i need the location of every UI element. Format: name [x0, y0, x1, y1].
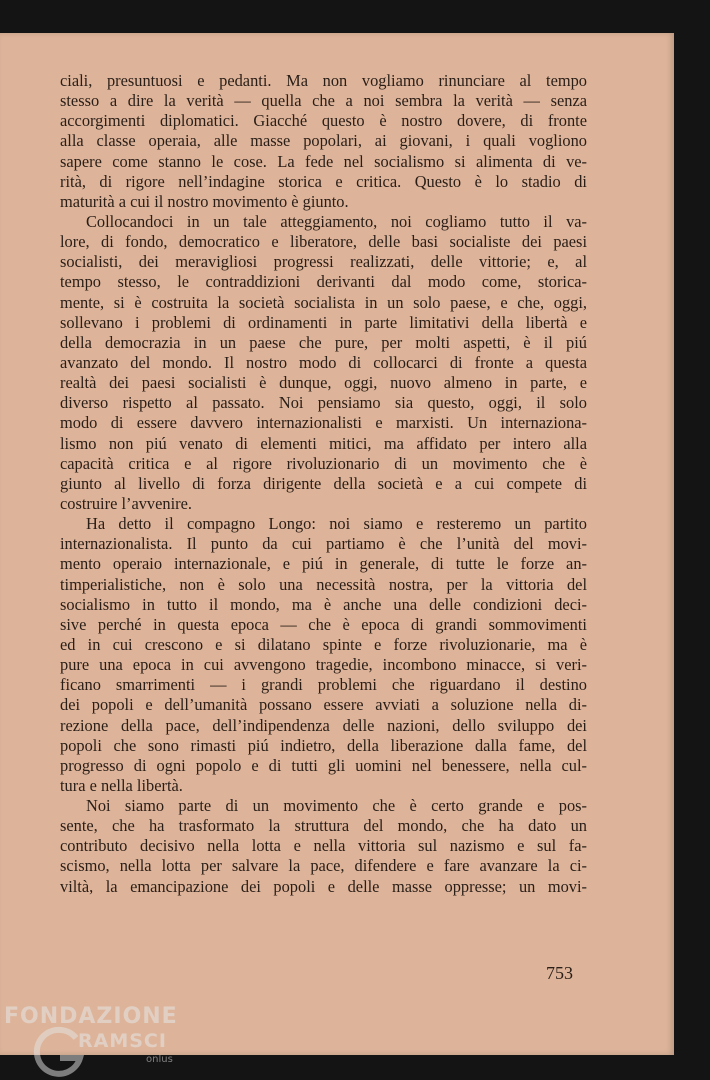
text-line: ficano smarrimenti — i grandi problemi che riguardano il destino — [60, 675, 587, 695]
text-line: sive perché in questa epoca — che è epoca di grandi sommovimenti — [60, 614, 587, 634]
watermark-onlus: onlus — [146, 1054, 173, 1065]
text-line: lore, di fondo, democratico e liberatore, delle basi socialiste dei paesi — [60, 232, 587, 252]
text-line: diverso rispetto al passato. Noi pensiamo sia questo, oggi, il solo — [60, 393, 587, 413]
text-line: popoli che sono rimasti piú indietro, della liberazione dalla fame, del — [60, 735, 587, 755]
watermark-fondazione: FONDAZIONE — [4, 1004, 178, 1029]
body-text — [60, 71, 587, 897]
text-line: tura e nella libertà. — [60, 775, 183, 795]
text-line: avanzato del mondo. Il nostro modo di collocarci di fronte a questa — [60, 352, 587, 372]
text-line: rità, di rigore nell’indagine storica e critica. Questo è lo stadio di — [60, 171, 587, 191]
text-line: sollevano i problemi di ordinamenti in parte limitativi della libertà e — [60, 312, 587, 332]
text-line: tempo stesso, le contraddizioni derivanti dal modo come, storica- — [60, 272, 587, 292]
text-line: contributo decisivo nella lotta e nella vittoria sul nazismo e sul fa- — [60, 836, 587, 856]
text-line: rezione della pace, dell’indipendenza delle nazioni, dello sviluppo dei — [60, 715, 587, 735]
text-line: costruire l’avvenire. — [60, 493, 192, 513]
text-line: internazionalista. Il punto da cui partiamo è che l’unità del movi- — [60, 534, 587, 554]
text-line: socialismo in tutto il mondo, ma è anche una delle condizioni deci- — [60, 594, 587, 614]
text-line: mente, si è costruita la società socialista in un solo paese, e che, oggi, — [60, 292, 587, 312]
text-line: giunto al livello di forza dirigente della società e a cui compete di — [60, 473, 587, 493]
text-line: sapere come stanno le cose. La fede nel socialismo si alimenta di ve- — [60, 151, 587, 171]
text-line: ed in cui crescono e si dilatano spinte e forze rivoluzionarie, ma è — [60, 634, 587, 654]
text-line: accorgimenti diplomatici. Giacché questo è nostro dovere, di fronte — [60, 111, 587, 131]
text-line: stesso a dire la verità — quella che a noi sembra la verità — senza — [60, 91, 587, 111]
text-line: dei popoli e dell’umanità possano essere avviati a soluzione nella di- — [60, 695, 587, 715]
text-line: alla classe operaia, alle masse popolari, ai giovani, i quali vogliono — [60, 131, 587, 151]
page-number: 753 — [546, 963, 573, 983]
text-line: viltà, la emancipazione dei popoli e delle masse oppresse; un movi- — [60, 876, 587, 896]
text-line: pure una epoca in cui avvengono tragedie, incombono minacce, si veri- — [60, 655, 587, 675]
text-line: socialisti, dei meravigliosi progressi realizzati, delle vittorie; e, al — [60, 252, 587, 272]
text-line: scismo, nella lotta per salvare la pace, difendere e fare avanzare la ci- — [60, 856, 587, 876]
text-line: Noi siamo parte di un movimento che è certo grande e pos- — [86, 796, 587, 816]
text-line: sente, che ha trasformato la struttura del mondo, che ha dato un — [60, 816, 587, 836]
text-line: lismo non piú venato di elementi mitici, ma affidato per intero alla — [60, 433, 587, 453]
text-line: ciali, presuntuosi e pedanti. Ma non vogliamo rinunciare al tempo — [60, 71, 587, 90]
text-line: timperialistiche, non è solo una necessità nostra, per la vittoria del — [60, 574, 587, 594]
text-line: maturità a cui il nostro movimento è giunto. — [60, 191, 349, 211]
text-line: modo di essere davvero internazionalisti e marxisti. Un internaziona- — [60, 413, 587, 433]
text-line: realtà dei paesi socialisti è dunque, oggi, nuovo almeno in parte, e — [60, 373, 587, 393]
text-line: Collocandoci in un tale atteggiamento, noi cogliamo tutto il va- — [86, 211, 587, 231]
text-line: capacità critica e al rigore rivoluzionario di un movimento che è — [60, 453, 587, 473]
text-line: Ha detto il compagno Longo: noi siamo e resteremo un partito — [86, 514, 587, 534]
text-line: progresso di ogni popolo e di tutti gli uomini nel benessere, nella cul- — [60, 755, 587, 775]
text-line: mento operaio internazionale, e piú in generale, di tutte le forze an- — [60, 554, 587, 574]
watermark-gramsci: RAMSCI — [78, 1030, 167, 1052]
text-line: della democrazia in un paese che pure, per molti aspetti, è il piú — [60, 332, 587, 352]
